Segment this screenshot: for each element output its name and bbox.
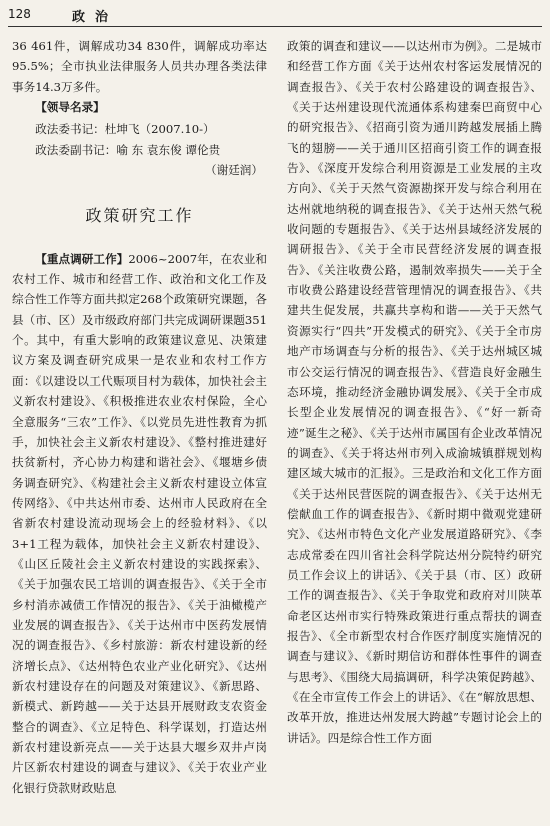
section-title: 政策研究工作	[85, 206, 194, 226]
page-number: 128	[8, 7, 31, 21]
section-name: 政治	[72, 10, 119, 25]
author-credit: （谢廷润）	[205, 163, 263, 178]
leaders-list	[12, 119, 267, 160]
leader-row: 政法委书记：杜坤飞（2007.10-）	[35, 122, 215, 137]
page-header	[8, 4, 542, 27]
intro-paragraph: 36 461件，调解成功34 830件，调解成功率达95.5%；全市执业法律服务人员共办理各类法律事务14.3万多件。	[12, 39, 267, 94]
left-column	[12, 36, 267, 818]
right-column	[287, 36, 542, 818]
leader-row: 政法委副书记：喻 东 袁东俊 谭伦贵	[35, 142, 221, 157]
body-paragraph-continued: 政策的调查和建议——以达州市为例》。二是城市和经营工作方面《关于达州农村客运发展情况的调查报告》、《关于农村公路建设的调查报告》、《关于达州建设现代流通体系构建秦巴商贸中心的研究报告》、《招商引资为通川跨越发展插上腾飞的翅膀——关于通川区招商引资工作的调查报告》、《深度开发综合利用资源是工业发展的主攻方向》、《关于天然气资源勘探开发与综合利用在达州就地纳税的调查报告》、《关于达州天然气税收问题的专题报告》、《关于达州县域经济发展的调研报告》、《关于全市民营经济发展的调查报告》、《关注收费公路，遏制效率损失——关于全市收费公路建设经营管理情况的调查报告》、《共建共生促发展，共赢共享构和谐——关于天然气资源实行“四共”开发模式的研究》、《关于全市房地产市场调查与分析的报告》、《关于达州城区城市公交运行情况的调查报告》、《营造良好金融生态环境，推动经济金融协调发展》、《关于全市成长型企业发展情况的调查报告》、《“好一新奇迹”诞生之秘》、《关于达州市属国有企业改革情况的调查》、《关于将达州市列入成渝城镇群规划构建区域大城市的汇报》。三是政治和文化工作方面《关于达州民营医院的调查报告》、《关于达州无偿献血工作的调查报告》、《新时期中微观党建研究》、《达州市特色文化产业发展道路研究》、《李志成常委在四川省社会科学院达州分院特约研究员工作会议上的讲话》、《关于县（市、区）政研工作的调查报告》、《关于争取党和政府对川陕革命老区达州市实行特殊政策进行重点帮扶的调查报告》、《全市新型农村合作医疗制度实施情况的调查与建议》、《新时期信访和群体性事件的调查与思考》、《围绕大局搞调研，科学决策促跨越》、《在全市宣传工作会上的讲话》、《在“解放思想、改革开放，推进达州发展大跨越”专题讨论会上的讲话》。四是综合性工作方面	[287, 39, 542, 745]
paragraph-text: 2006~2007年，在农业和农村工作、城市和经营工作、政治和文化工作及综合性工作等方面共拟定268个政策研究课题，各县（市、区）及市级政府部门共完成调研课题351个。其中，有重大影响的政策建议意见、决策建议方案及调查研究成果一是农业和农村工作方面：《以建设以工代赈项目村为载体，加快社会主义新农村建设》、《积极推进农业农村保险，全心全意服务“三农”工作》、《以党员先进性教育为抓手，加快社会主义新农村建设》、《整村推进建好扶贫新村，齐心协力构建和谐社会》、《堰塘乡债务调查研究》、《构建社会主义新农村建设立体宣传网络》、《中共达州市委、达州市人民政府在全省新农村建设流动现场会上的经验材料》、《以3+1工程为载体，加快社会主义新农村建设》、《山区丘陵社会主义新农村建设的实践探索》、《关于加强农民工培训的调查报告》、《关于全市乡村消赤减债工作情况的报告》、《关于油橄榄产业发展的调查报告》、《关于达州市中医药发展情况的调查报告》、《乡村旅游：新农村建设新的经济增长点》、《达州特色农业产业化研究》、《达州新农村建设存在的问题及对策建议》、《新思路、新模式、新跨越——关于达县开展财政支农资金整合的调查》、《立足特色、科学谋划，打造达州新农村建设新亮点——关于达县大堰乡双井卢岗片区新农村建设的调查与建议》、《关于农业产业化银行贷款财政贴息	[12, 251, 267, 795]
leaders-heading: 【领导名录】	[35, 100, 105, 115]
paragraph-heading: 【重点调研工作】	[35, 251, 129, 266]
body-paragraph	[12, 249, 267, 798]
